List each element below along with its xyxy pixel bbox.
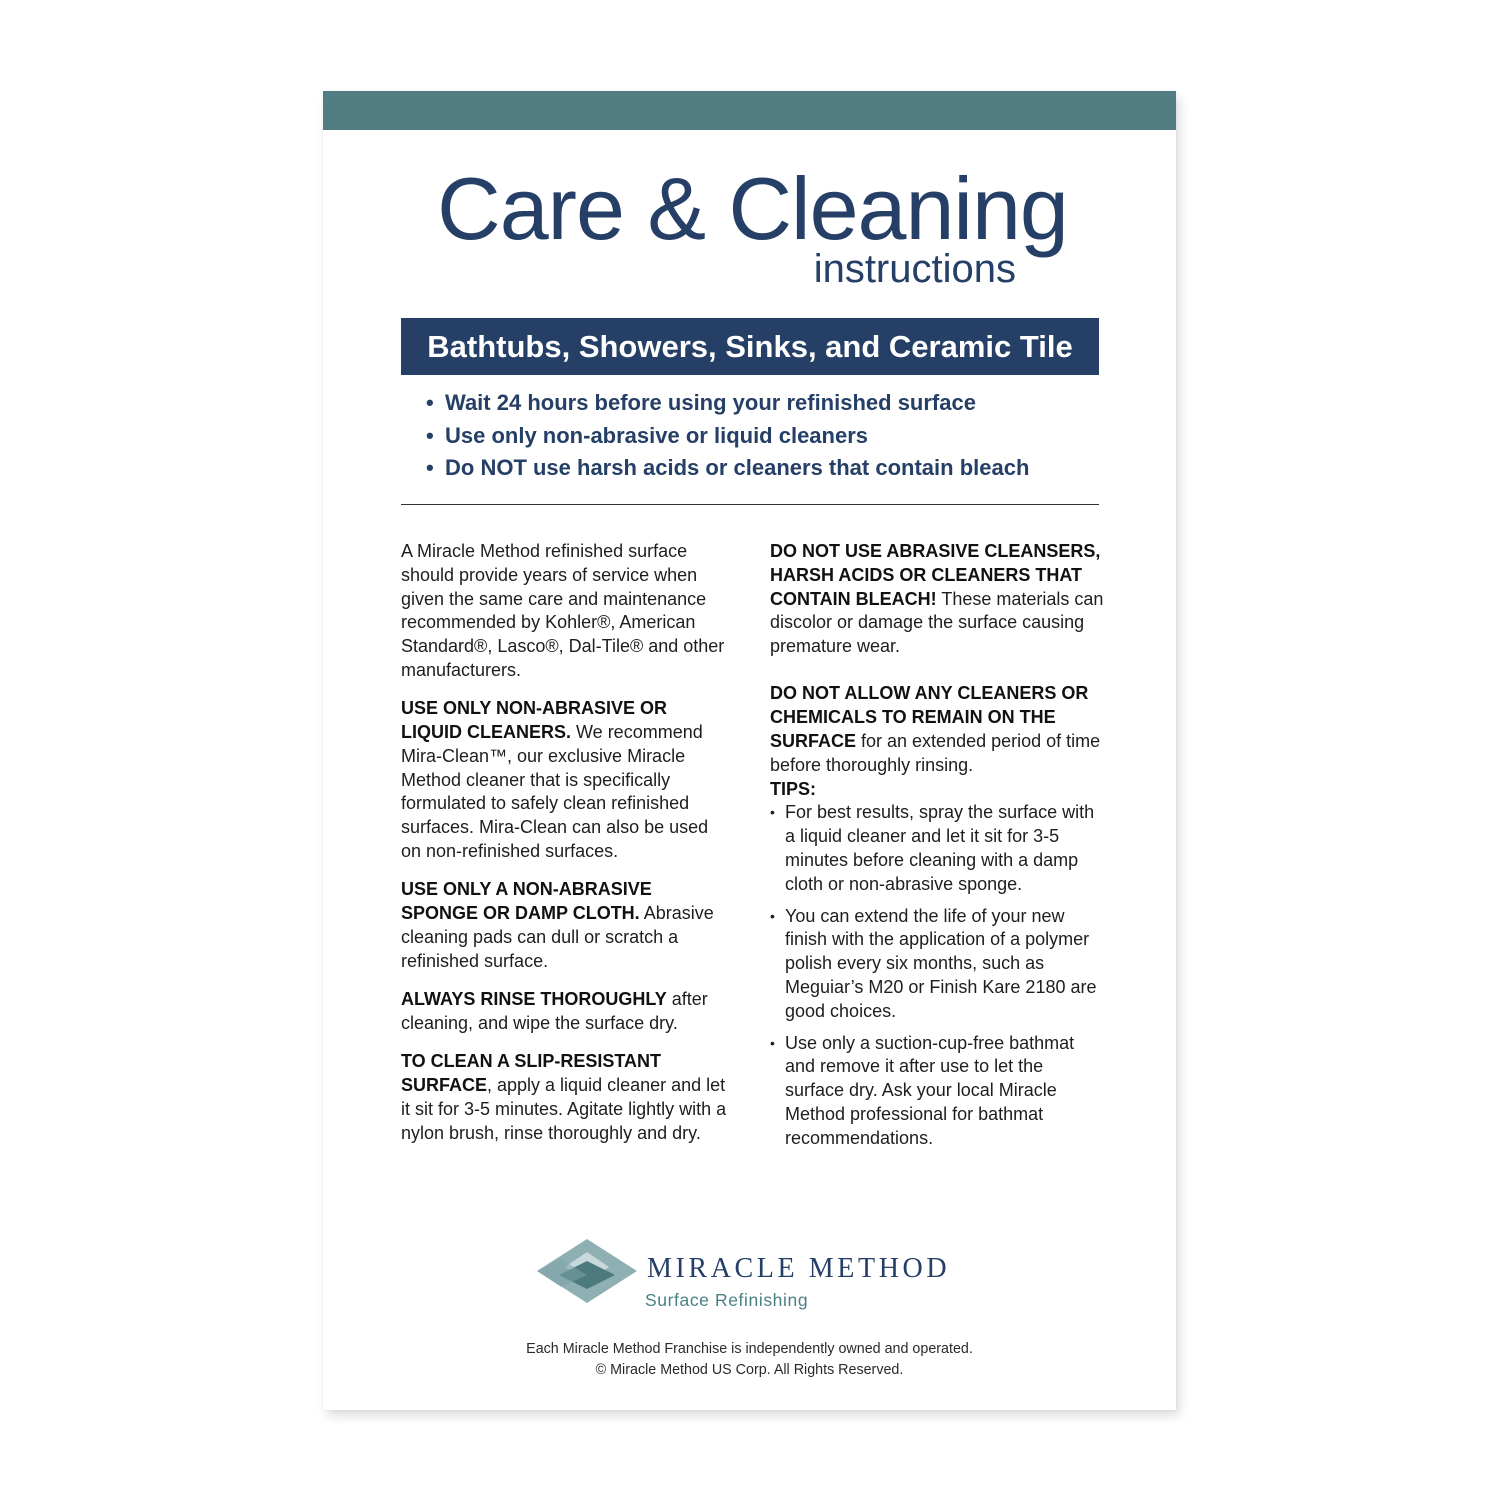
warning-heading: DO NOT ALLOW ANY CLEANERS OR CHEMICALS TO REMAIN ON THE SURFACE [770, 683, 1089, 752]
bullet: • [426, 455, 434, 480]
tip-item: • For best results, spray the surface with a liquid cleaner and let it sit for 3-5 minutes before cleaning with a damp cloth or non-abrasive sponge. [770, 802, 1095, 894]
tips-list [770, 801, 1106, 1150]
bullet: • [426, 390, 434, 415]
instruction-body: after cleaning, and wipe the surface dry. [401, 989, 708, 1033]
bullet: • [770, 804, 775, 821]
warning-body: for an extended period of time before thoroughly rinsing. [770, 731, 1101, 775]
brand-name: MIRACLE METHOD [647, 1253, 951, 1284]
instruction-body: , apply a liquid cleaner and let it sit for 3-5 minutes. Agitate lightly with a nylon brush, rinse thoroughly and dry. [401, 1074, 727, 1143]
instruction-paragraph [401, 878, 733, 973]
surface-type-banner: Bathtubs, Showers, Sinks, and Ceramic Tile [401, 318, 1099, 375]
instruction-paragraph [401, 1050, 733, 1145]
bullet: • [426, 422, 434, 448]
bullet: • [770, 907, 775, 924]
warning-paragraph [770, 682, 1106, 777]
instruction-heading: TO CLEAN A SLIP-RESISTANT SURFACE [401, 1051, 662, 1095]
intro-paragraph: A Miracle Method refinished surface should provide years of service when given the same care and maintenance recommended by Kohler®, American Standard®, Lasco®, Dal-Tile® and other manufacturers. [401, 541, 725, 680]
right-column [770, 540, 1106, 1159]
franchise-notice: Each Miracle Method Franchise is independently owned and operated. [526, 1341, 973, 1357]
instruction-body: Abrasive cleaning pads can dull or scratch a refinished surface. [401, 903, 714, 971]
key-point: • Wait 24 hours before using your refinished surface [426, 387, 1029, 420]
key-points-list [426, 387, 1029, 485]
warning-body: These materials can discolor or damage the surface causing premature wear. [770, 588, 1104, 657]
tip-item: • Use only a suction-cup-free bathmat and remove it after use to let the surface dry. Ask your local Miracle Method professional for bathmat recommendations. [770, 1032, 1075, 1148]
brand-tagline: Surface Refinishing [645, 1290, 809, 1310]
warning-heading: DO NOT USE ABRASIVE CLEANSERS, HARSH ACIDS OR CLEANERS THAT CONTAIN BLEACH! [770, 541, 1101, 609]
page-subtitle: instructions [813, 247, 1016, 291]
tip-item: • You can extend the life of your new finish with the application of a polymer polish every six months, such as Meguiar’s M20 or Finish Kare 2180 are good choices. [770, 905, 1097, 1021]
instruction-paragraph [401, 697, 733, 864]
care-instructions-card [323, 91, 1176, 1410]
section-divider [401, 504, 1099, 505]
instruction-heading: USE ONLY A NON-ABRASIVE SPONGE OR DAMP CLOTH. [401, 879, 652, 924]
key-point: • Do NOT use harsh acids or cleaners that contain bleach [426, 452, 1029, 485]
left-column [401, 540, 733, 1145]
copyright-notice: © Miracle Method US Corp. All Rights Reserved. [595, 1362, 904, 1378]
top-accent-bar [323, 91, 1176, 130]
instruction-paragraph [401, 988, 733, 1036]
key-point: • Use only non-abrasive or liquid cleaners [426, 420, 1029, 453]
instruction-body: We recommend Mira-Clean™, our exclusive Miracle Method cleaner that is specifically formulated to safely clean refinished surfaces. Mira-Clean can also be used on non-refinished surfaces. [401, 722, 709, 862]
warning-paragraph [770, 540, 1106, 659]
layered-diamond-icon [535, 1239, 639, 1303]
bullet: • [770, 1034, 775, 1051]
page-title: Care & Cleaning [437, 159, 1068, 258]
instruction-heading: USE ONLY NON-ABRASIVE OR LIQUID CLEANERS. [401, 698, 668, 743]
instruction-heading: ALWAYS RINSE THOROUGHLY [401, 989, 667, 1010]
tips-heading: TIPS: [770, 778, 817, 799]
